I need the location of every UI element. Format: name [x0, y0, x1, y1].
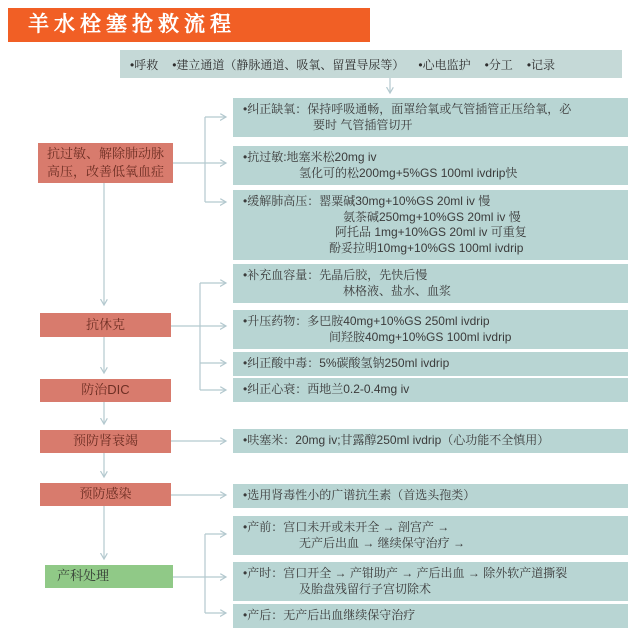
initial-action-item: •记录	[526, 57, 556, 72]
step-label-line: 预防感染	[79, 486, 132, 502]
step-obstetric-management	[45, 565, 173, 588]
detail-postpartum	[233, 604, 628, 628]
step-infection-prevention	[40, 483, 171, 506]
detail-correct-heart-failure	[233, 378, 628, 402]
step-antiallergy-pulmonary	[38, 143, 173, 183]
step-renal-failure-prevention	[40, 430, 171, 453]
step-label-line: 防治DIC	[81, 382, 130, 398]
detail-text-line: 要时 气管插管切开	[313, 117, 413, 132]
step-dic-prevention	[40, 379, 171, 402]
initial-action-item: •心电监护	[418, 57, 471, 72]
initial-action-item: •分工	[484, 57, 513, 72]
detail-text-line: •补充血容量：先晶后胶，先快后慢	[243, 268, 428, 282]
initial-actions-bar	[120, 50, 622, 78]
detail-text-line: 酚妥拉明10mg+10%GS 100ml ivdrip	[329, 240, 524, 255]
detail-text-line: •产后：无产后出血继续保守治疗	[243, 608, 416, 622]
initial-action-item: •建立通道（静脉通道、吸氧、留置导尿等）	[172, 57, 405, 72]
initial-action-item: •呼救	[130, 57, 159, 72]
detail-text-line: 及胎盘残留行子宫切除术	[299, 581, 432, 596]
detail-text-line: 氢化可的松200mg+5%GS 100ml ivdrip快	[299, 165, 518, 180]
detail-text-line: 林格液、盐水、血浆	[343, 283, 452, 298]
detail-intrapartum	[233, 562, 628, 601]
detail-text-line: 间羟胺40mg+10%GS 100ml ivdrip	[329, 329, 512, 344]
detail-antepartum	[233, 516, 628, 555]
detail-correct-hypoxia	[233, 98, 628, 137]
detail-correct-acidosis	[233, 352, 628, 376]
detail-text-line: •抗过敏:地塞米松20mg iv	[243, 150, 377, 164]
step-label-line: 抗过敏、解除肺动脉	[46, 145, 164, 161]
step-label-line: 抗休克	[85, 316, 125, 332]
detail-vasopressors	[233, 310, 628, 349]
detail-relieve-pulmonary-hypertension	[233, 190, 628, 260]
detail-antibiotics	[233, 484, 628, 508]
detail-text-line: •产前：宫口未开或未开全 → 剖宫产 →	[243, 520, 450, 534]
detail-text-line: •纠正酸中毒：5%碳酸氢钠250ml ivdrip	[243, 356, 450, 370]
detail-text-line: •升压药物：多巴胺40mg+10%GS 250ml ivdrip	[243, 314, 490, 328]
step-label-line: 高压，改善低氧血症	[46, 164, 164, 179]
detail-text-line: •纠正心衰：西地兰0.2-0.4mg iv	[243, 382, 410, 396]
detail-text-line: •产时：宫口开全 → 产钳助产 → 产后出血 → 除外软产道撕裂	[243, 566, 568, 580]
step-label-line: 预防肾衰竭	[72, 433, 138, 449]
step-antishock	[40, 313, 171, 337]
detail-volume-replacement	[233, 264, 628, 303]
detail-furosemide-mannitol	[233, 429, 628, 453]
detail-text-line: •纠正缺氧：保持呼吸通畅，面罩给氧或气管插管正压给氧，必	[243, 102, 572, 116]
detail-text-line: 无产后出血 → 继续保守治疗 →	[299, 535, 466, 550]
step-label-line: 产科处理	[57, 568, 110, 584]
detail-text-line: •呋塞米：20mg iv;甘露醇250ml ivdrip（心功能不全慎用）	[243, 433, 550, 447]
detail-antiallergy-drugs	[233, 146, 628, 185]
detail-text-line: •选用肾毒性小的广谱抗生素（首选头孢类）	[243, 488, 476, 502]
detail-text-line: 氨茶碱250mg+10%GS 20ml iv 慢	[343, 209, 521, 224]
detail-text-line: 阿托品 1mg+10%GS 20ml iv 可重复	[335, 225, 527, 240]
page-title: 羊水栓塞抢救流程	[8, 8, 370, 42]
detail-text-line: •缓解肺高压：罂粟碱30mg+10%GS 20ml iv 慢	[243, 194, 491, 208]
